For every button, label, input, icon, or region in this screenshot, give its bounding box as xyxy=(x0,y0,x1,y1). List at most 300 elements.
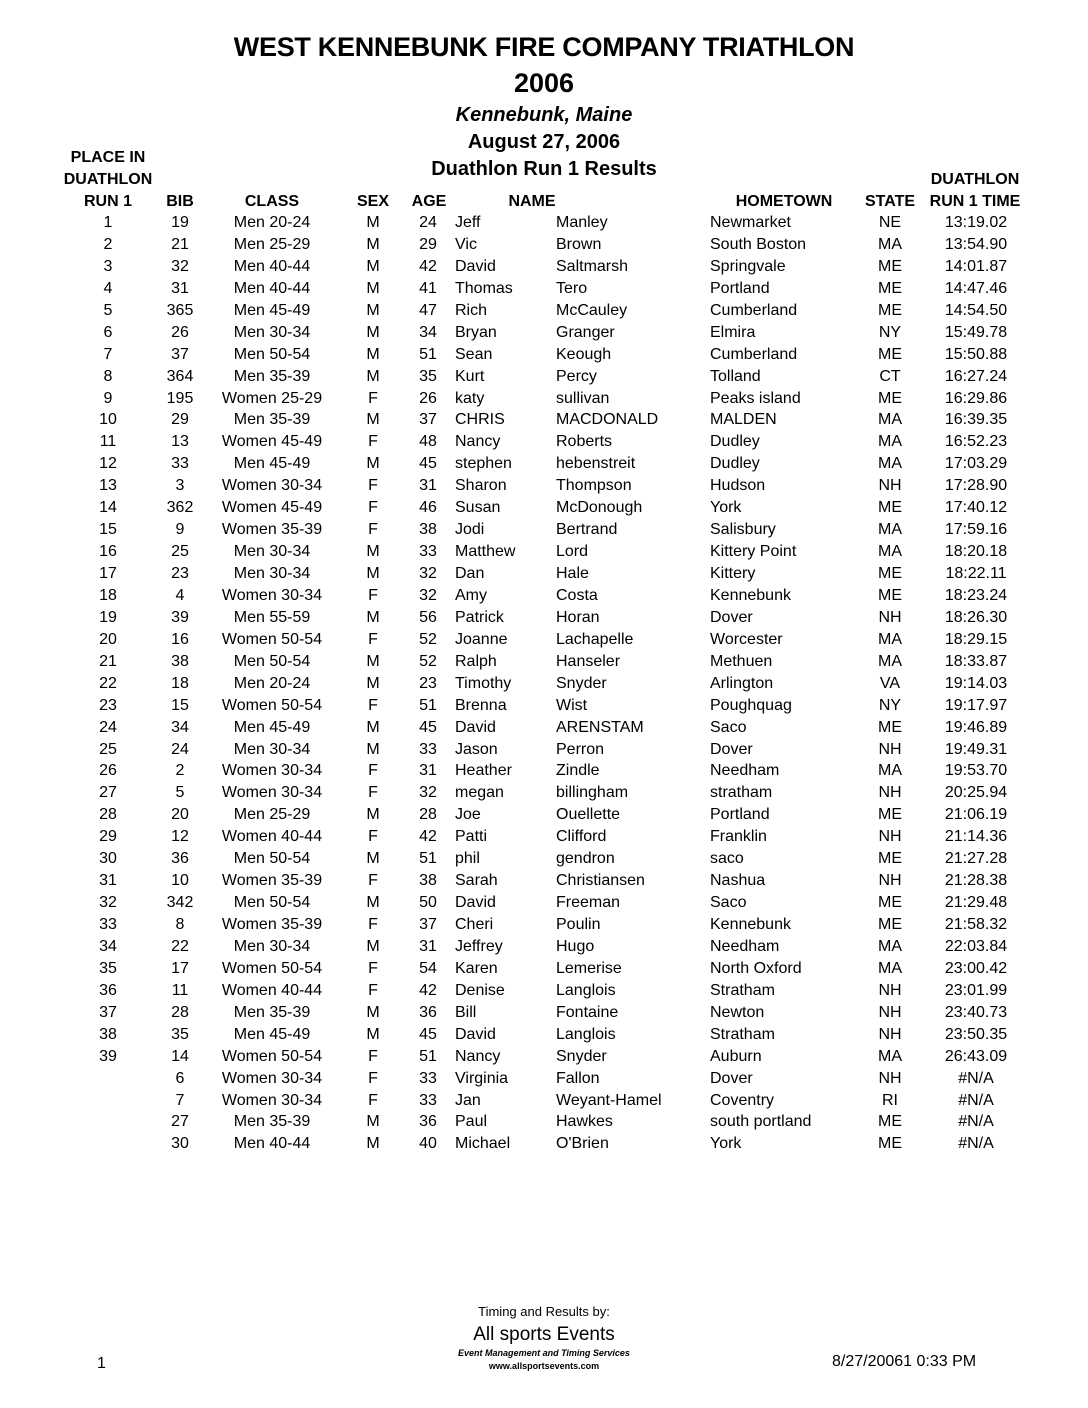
bib-cell: 25 xyxy=(171,543,189,561)
age-cell: 52 xyxy=(419,630,437,648)
table-row xyxy=(0,344,1088,366)
table-row xyxy=(0,607,1088,629)
column-header-time-line2: RUN 1 TIME xyxy=(929,193,1021,210)
state-cell: ME xyxy=(878,850,902,868)
last-name-cell: Roberts xyxy=(556,433,613,451)
last-name-cell: MACDONALD xyxy=(556,411,659,429)
first-name-cell: Joe xyxy=(455,806,481,824)
table-row xyxy=(0,717,1088,739)
class-cell: Men 25-29 xyxy=(233,235,311,253)
place-cell: 30 xyxy=(99,850,117,868)
age-cell: 45 xyxy=(419,718,437,736)
last-name-cell: Hale xyxy=(556,565,589,582)
last-name-cell: Wist xyxy=(556,696,588,714)
sex-cell: M xyxy=(366,937,380,955)
table-row xyxy=(0,651,1088,673)
state-cell: NH xyxy=(878,828,902,846)
bib-cell: 9 xyxy=(175,521,185,539)
hometown-cell: Methuen xyxy=(710,652,773,670)
column-header-class: CLASS xyxy=(244,193,300,210)
event-date: August 27, 2006 xyxy=(467,131,621,153)
time-cell: 21:58.32 xyxy=(944,916,1008,933)
table-row xyxy=(0,366,1088,388)
class-cell: Men 50-54 xyxy=(233,345,311,363)
time-cell: 17:03.29 xyxy=(944,455,1008,473)
class-cell: Men 40-44 xyxy=(233,257,311,275)
hometown-cell: Stratham xyxy=(710,981,775,999)
table-row xyxy=(0,782,1088,804)
first-name-cell: Susan xyxy=(455,499,501,517)
place-cell: 34 xyxy=(99,937,117,955)
place-cell: 27 xyxy=(99,784,117,802)
sex-cell: F xyxy=(368,477,378,495)
class-cell: Women 30-34 xyxy=(221,1091,323,1109)
place-cell: 8 xyxy=(103,367,113,385)
table-row xyxy=(0,760,1088,782)
class-cell: Women 30-34 xyxy=(221,762,323,780)
last-name-cell: Lachapelle xyxy=(556,630,634,648)
time-cell: 19:46.89 xyxy=(944,718,1008,736)
time-cell: 19:17.97 xyxy=(944,696,1008,714)
place-cell: 9 xyxy=(103,389,113,407)
place-cell: 3 xyxy=(103,257,113,275)
table-row xyxy=(0,453,1088,475)
sex-cell: M xyxy=(366,301,380,319)
bib-cell: 362 xyxy=(166,499,194,517)
class-cell: Men 35-39 xyxy=(233,1113,311,1131)
time-cell: 14:01.87 xyxy=(944,257,1008,275)
first-name-cell: Jason xyxy=(455,740,498,758)
last-name-cell: Manley xyxy=(556,214,608,231)
hometown-cell: MALDEN xyxy=(710,411,777,429)
last-name-cell: Hugo xyxy=(556,937,595,955)
class-cell: Men 40-44 xyxy=(233,279,311,297)
time-cell: #N/A xyxy=(958,1135,994,1153)
table-row xyxy=(0,234,1088,256)
column-header-time xyxy=(922,169,1028,213)
time-cell: 21:29.48 xyxy=(944,894,1008,912)
table-row xyxy=(0,563,1088,585)
state-cell: NH xyxy=(878,740,902,758)
last-name-cell: Lemerise xyxy=(556,959,622,977)
state-cell: NY xyxy=(878,696,902,714)
last-name-cell: Snyder xyxy=(556,1047,607,1065)
state-cell: MA xyxy=(878,652,902,670)
state-cell: RI xyxy=(882,1091,898,1109)
first-name-cell: Paul xyxy=(455,1113,488,1131)
first-name-cell: Nancy xyxy=(455,433,501,451)
first-name-cell: Sean xyxy=(455,345,493,363)
time-cell: 20:25.94 xyxy=(944,784,1008,802)
sex-cell: F xyxy=(368,1047,378,1065)
time-cell: 16:29.86 xyxy=(944,389,1008,407)
bib-cell: 38 xyxy=(171,652,189,670)
state-cell: ME xyxy=(878,389,902,407)
age-cell: 38 xyxy=(419,872,437,890)
hometown-cell: Newmarket xyxy=(710,214,791,231)
age-cell: 41 xyxy=(419,279,437,297)
hometown-cell: Salisbury xyxy=(710,521,776,539)
place-cell: 20 xyxy=(99,630,117,648)
age-cell: 42 xyxy=(419,828,437,846)
first-name-cell: David xyxy=(455,718,496,736)
time-cell: 19:49.31 xyxy=(944,740,1008,758)
hometown-cell: Saco xyxy=(710,718,747,736)
age-cell: 32 xyxy=(419,565,437,582)
print-timestamp: 8/27/20061 0:33 PM xyxy=(832,1353,977,1370)
sex-cell: F xyxy=(368,872,378,890)
class-cell: Women 50-54 xyxy=(221,1047,323,1065)
age-cell: 51 xyxy=(419,850,437,868)
bib-cell: 23 xyxy=(171,565,189,582)
sex-cell: M xyxy=(366,543,380,561)
age-cell: 31 xyxy=(419,937,437,955)
table-row xyxy=(0,739,1088,761)
state-cell: NH xyxy=(878,981,902,999)
age-cell: 32 xyxy=(419,784,437,802)
hometown-cell: Peaks island xyxy=(710,389,801,407)
bib-cell: 18 xyxy=(171,674,189,692)
place-cell: 15 xyxy=(99,521,117,539)
class-cell: Women 35-39 xyxy=(221,521,323,539)
state-cell: ME xyxy=(878,586,902,604)
place-cell: 2 xyxy=(103,235,113,253)
class-cell: Men 45-49 xyxy=(233,1025,311,1043)
column-header-sex: SEX xyxy=(356,193,389,210)
bib-cell: 16 xyxy=(171,630,189,648)
class-cell: Men 35-39 xyxy=(233,1003,311,1021)
age-cell: 51 xyxy=(419,696,437,714)
hometown-cell: Coventry xyxy=(710,1091,775,1109)
bib-cell: 364 xyxy=(166,367,194,385)
last-name-cell: gendron xyxy=(556,850,615,868)
last-name-cell: Costa xyxy=(556,586,598,604)
last-name-cell: Langlois xyxy=(556,981,616,999)
age-cell: 54 xyxy=(419,959,437,977)
sex-cell: F xyxy=(368,959,378,977)
bib-cell: 3 xyxy=(175,477,185,495)
age-cell: 42 xyxy=(419,257,437,275)
state-cell: ME xyxy=(878,279,902,297)
state-cell: VA xyxy=(879,674,901,692)
class-cell: Women 40-44 xyxy=(221,981,323,999)
sex-cell: F xyxy=(368,1069,378,1087)
first-name-cell: Vic xyxy=(455,235,477,253)
class-cell: Women 30-34 xyxy=(221,784,323,802)
column-header-name: NAME xyxy=(508,193,556,210)
last-name-cell: Saltmarsh xyxy=(556,257,629,275)
bib-cell: 5 xyxy=(175,784,185,802)
first-name-cell: Nancy xyxy=(455,1047,501,1065)
hometown-cell: York xyxy=(710,1135,742,1153)
first-name-cell: Patti xyxy=(455,828,488,846)
table-row xyxy=(0,1090,1088,1112)
company-website: www.allsportsevents.com xyxy=(488,1361,600,1371)
class-cell: Men 45-49 xyxy=(233,301,311,319)
time-cell: 21:06.19 xyxy=(944,806,1008,824)
time-cell: 18:20.18 xyxy=(944,543,1008,561)
time-cell: 13:19.02 xyxy=(944,214,1008,231)
state-cell: ME xyxy=(878,1135,902,1153)
state-cell: ME xyxy=(878,916,902,933)
hometown-cell: Dover xyxy=(710,740,753,758)
sex-cell: F xyxy=(368,981,378,999)
results-subtitle: Duathlon Run 1 Results xyxy=(431,158,657,180)
hometown-cell: South Boston xyxy=(710,235,807,253)
table-row xyxy=(0,475,1088,497)
age-cell: 31 xyxy=(419,477,437,495)
table-row xyxy=(0,519,1088,541)
first-name-cell: megan xyxy=(455,784,504,802)
first-name-cell: Bill xyxy=(455,1003,477,1021)
time-cell: 18:29.15 xyxy=(944,630,1008,648)
document-title: WEST KENNEBUNK FIRE COMPANY TRIATHLON xyxy=(233,32,855,62)
bib-cell: 28 xyxy=(171,1003,189,1021)
state-cell: CT xyxy=(879,367,901,385)
first-name-cell: Cheri xyxy=(455,916,494,933)
hometown-cell: Arlington xyxy=(710,674,774,692)
age-cell: 37 xyxy=(419,916,437,933)
place-cell: 32 xyxy=(99,894,117,912)
class-cell: Men 45-49 xyxy=(233,455,311,473)
state-cell: NH xyxy=(878,1003,902,1021)
place-cell: 21 xyxy=(99,652,117,670)
column-header-hometown: HOMETOWN xyxy=(735,193,833,210)
time-cell: 21:27.28 xyxy=(944,850,1008,868)
last-name-cell: Percy xyxy=(556,367,597,385)
hometown-cell: Nashua xyxy=(710,872,766,890)
time-cell: 26:43.09 xyxy=(944,1047,1008,1065)
column-header-place-line3: RUN 1 xyxy=(83,193,132,210)
place-cell: 17 xyxy=(99,565,117,582)
class-cell: Men 45-49 xyxy=(233,718,311,736)
sex-cell: M xyxy=(366,565,380,582)
bib-cell: 14 xyxy=(171,1047,189,1065)
last-name-cell: Fontaine xyxy=(556,1003,619,1021)
class-cell: Men 30-34 xyxy=(233,740,311,758)
last-name-cell: Clifford xyxy=(556,828,607,846)
age-cell: 36 xyxy=(419,1113,437,1131)
first-name-cell: Karen xyxy=(455,959,498,977)
sex-cell: M xyxy=(366,894,380,912)
class-cell: Women 30-34 xyxy=(221,477,323,495)
first-name-cell: Sarah xyxy=(455,872,498,890)
table-row xyxy=(0,497,1088,519)
sex-cell: F xyxy=(368,762,378,780)
time-cell: 18:22.11 xyxy=(945,565,1007,582)
bib-cell: 39 xyxy=(171,608,189,626)
table-row xyxy=(0,300,1088,322)
bib-cell: 20 xyxy=(171,806,189,824)
state-cell: NH xyxy=(878,1069,902,1087)
hometown-cell: Portland xyxy=(710,806,770,824)
last-name-cell: sullivan xyxy=(556,389,610,407)
first-name-cell: Bryan xyxy=(455,323,497,341)
first-name-cell: Patrick xyxy=(455,608,504,626)
sex-cell: M xyxy=(366,279,380,297)
age-cell: 45 xyxy=(419,1025,437,1043)
sex-cell: M xyxy=(366,652,380,670)
hometown-cell: Dudley xyxy=(710,455,760,473)
last-name-cell: Perron xyxy=(556,740,605,758)
class-cell: Women 45-49 xyxy=(221,499,323,517)
time-cell: #N/A xyxy=(958,1113,994,1131)
state-cell: ME xyxy=(878,301,902,319)
time-cell: 18:26.30 xyxy=(944,608,1008,626)
first-name-cell: Brenna xyxy=(455,696,507,714)
sex-cell: F xyxy=(368,916,378,933)
age-cell: 46 xyxy=(419,499,437,517)
state-cell: MA xyxy=(878,521,902,539)
table-row xyxy=(0,695,1088,717)
column-header-place-line1: PLACE IN xyxy=(70,149,146,166)
last-name-cell: Freeman xyxy=(556,894,621,912)
bib-cell: 37 xyxy=(171,345,189,363)
class-cell: Women 30-34 xyxy=(221,1069,323,1087)
hometown-cell: saco xyxy=(710,850,744,868)
age-cell: 48 xyxy=(419,433,437,451)
table-row xyxy=(0,431,1088,453)
column-header-time-line1: DUATHLON xyxy=(930,171,1020,188)
bib-cell: 13 xyxy=(171,433,189,451)
class-cell: Women 50-54 xyxy=(221,959,323,977)
last-name-cell: Zindle xyxy=(556,762,600,780)
time-cell: 21:14.36 xyxy=(944,828,1008,846)
first-name-cell: Jeff xyxy=(455,214,481,231)
state-cell: MA xyxy=(878,1047,902,1065)
time-cell: 17:40.12 xyxy=(944,499,1008,517)
age-cell: 23 xyxy=(419,674,437,692)
table-row xyxy=(0,278,1088,300)
last-name-cell: Fallon xyxy=(556,1069,600,1087)
sex-cell: F xyxy=(368,696,378,714)
class-cell: Women 50-54 xyxy=(221,630,323,648)
bib-cell: 12 xyxy=(171,828,189,846)
bib-cell: 30 xyxy=(171,1135,189,1153)
hometown-cell: Cumberland xyxy=(710,345,798,363)
first-name-cell: Joanne xyxy=(455,630,508,648)
age-cell: 52 xyxy=(419,652,437,670)
place-cell: 6 xyxy=(103,323,113,341)
age-cell: 24 xyxy=(419,214,437,231)
sex-cell: M xyxy=(366,850,380,868)
class-cell: Men 35-39 xyxy=(233,411,311,429)
last-name-cell: Granger xyxy=(556,323,615,341)
time-cell: 23:01.99 xyxy=(944,981,1008,999)
place-cell: 13 xyxy=(99,477,117,495)
state-cell: ME xyxy=(878,257,902,275)
state-cell: MA xyxy=(878,959,902,977)
class-cell: Men 50-54 xyxy=(233,894,311,912)
first-name-cell: Kurt xyxy=(455,367,485,385)
first-name-cell: Matthew xyxy=(455,543,516,561)
bib-cell: 24 xyxy=(171,740,189,758)
first-name-cell: katy xyxy=(455,389,485,407)
bib-cell: 6 xyxy=(175,1069,185,1087)
place-cell: 26 xyxy=(99,762,117,780)
state-cell: NE xyxy=(878,214,902,231)
sex-cell: F xyxy=(368,828,378,846)
table-row xyxy=(0,629,1088,651)
state-cell: ME xyxy=(878,1113,902,1131)
last-name-cell: Lord xyxy=(556,543,589,561)
time-cell: 17:28.90 xyxy=(944,477,1008,495)
class-cell: Men 30-34 xyxy=(233,323,311,341)
hometown-cell: Dover xyxy=(710,608,753,626)
time-cell: 19:14.03 xyxy=(944,674,1008,692)
hometown-cell: Tolland xyxy=(710,367,761,385)
last-name-cell: hebenstreit xyxy=(556,455,636,473)
hometown-cell: Worcester xyxy=(710,630,783,648)
results-table xyxy=(0,212,1088,1155)
table-row xyxy=(0,1046,1088,1068)
bib-cell: 17 xyxy=(171,959,189,977)
place-cell: 28 xyxy=(99,806,117,824)
hometown-cell: Poughquag xyxy=(710,696,792,714)
place-cell: 37 xyxy=(99,1003,117,1021)
hometown-cell: Newton xyxy=(710,1003,765,1021)
table-row xyxy=(0,1068,1088,1090)
time-cell: 23:00.42 xyxy=(944,959,1008,977)
age-cell: 40 xyxy=(419,1135,437,1153)
age-cell: 42 xyxy=(419,981,437,999)
state-cell: NH xyxy=(878,784,902,802)
first-name-cell: Heather xyxy=(455,762,512,780)
place-cell: 7 xyxy=(103,345,113,363)
hometown-cell: Saco xyxy=(710,894,747,912)
first-name-cell: Virginia xyxy=(455,1069,509,1087)
bib-cell: 195 xyxy=(166,389,194,407)
sex-cell: M xyxy=(366,1113,380,1131)
table-row xyxy=(0,870,1088,892)
age-cell: 51 xyxy=(419,1047,437,1065)
state-cell: NH xyxy=(878,608,902,626)
first-name-cell: David xyxy=(455,894,496,912)
bib-cell: 342 xyxy=(166,894,194,912)
hometown-cell: Springvale xyxy=(710,257,786,275)
age-cell: 34 xyxy=(419,323,437,341)
last-name-cell: Hanseler xyxy=(556,652,621,670)
class-cell: Men 30-34 xyxy=(233,565,311,582)
sex-cell: M xyxy=(366,257,380,275)
table-row xyxy=(0,980,1088,1002)
bib-cell: 33 xyxy=(171,455,189,473)
sex-cell: M xyxy=(366,1025,380,1043)
last-name-cell: Weyant-Hamel xyxy=(556,1091,662,1109)
hometown-cell: Kittery xyxy=(710,565,756,582)
time-cell: 23:40.73 xyxy=(944,1003,1008,1021)
first-name-cell: Rich xyxy=(455,301,488,319)
last-name-cell: McDonough xyxy=(556,499,643,517)
time-cell: 15:50.88 xyxy=(944,345,1008,363)
time-cell: 15:49.78 xyxy=(944,323,1008,341)
table-row xyxy=(0,388,1088,410)
table-row xyxy=(0,1002,1088,1024)
bib-cell: 26 xyxy=(171,323,189,341)
column-header-state: STATE xyxy=(864,193,916,210)
age-cell: 28 xyxy=(419,806,437,824)
age-cell: 29 xyxy=(419,235,437,253)
state-cell: MA xyxy=(878,937,902,955)
table-row xyxy=(0,892,1088,914)
table-row xyxy=(0,322,1088,344)
class-cell: Women 35-39 xyxy=(221,916,323,933)
age-cell: 33 xyxy=(419,1069,437,1087)
table-row xyxy=(0,1111,1088,1133)
class-cell: Women 45-49 xyxy=(221,433,323,451)
class-cell: Men 35-39 xyxy=(233,367,311,385)
last-name-cell: Keough xyxy=(556,345,612,363)
